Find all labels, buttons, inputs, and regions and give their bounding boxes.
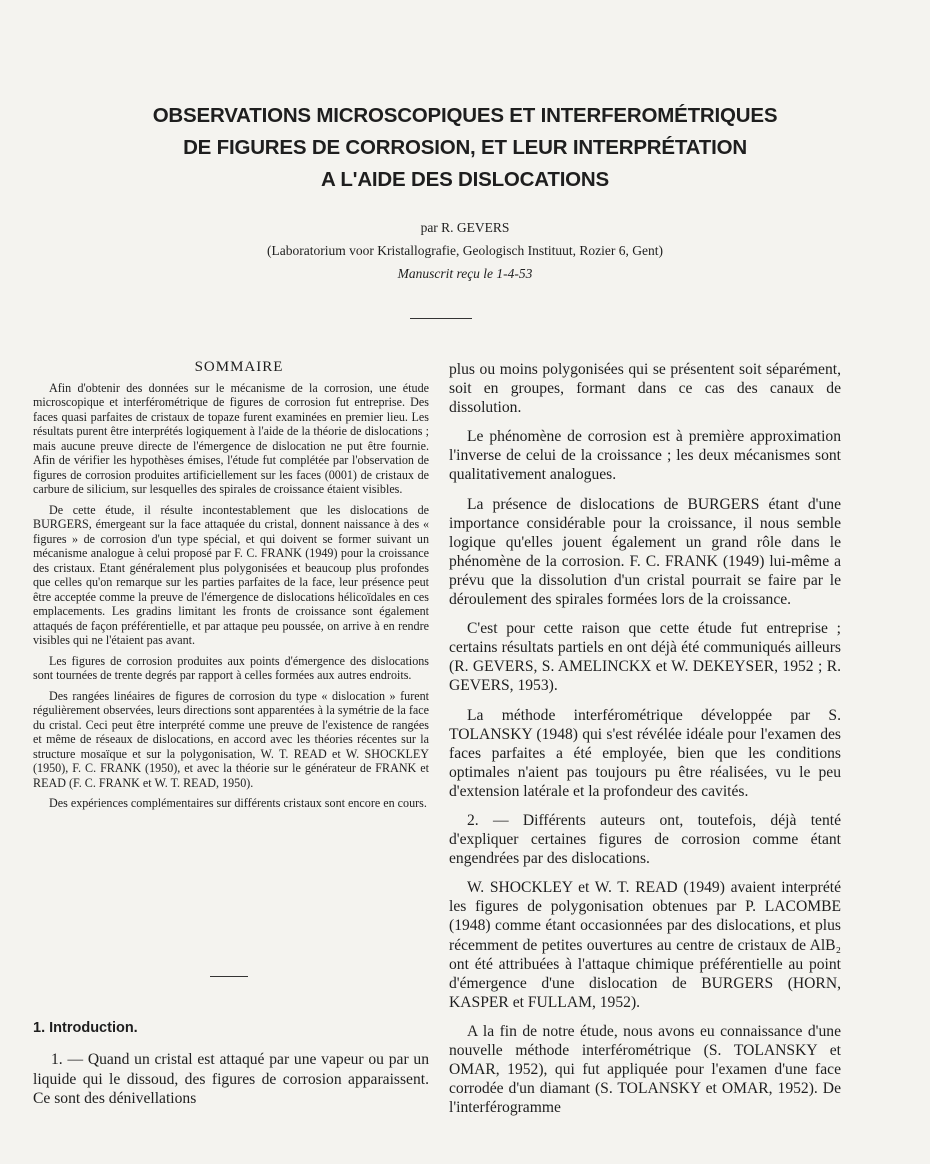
author: par R. GEVERS xyxy=(420,220,510,235)
body-paragraph: 2. — Différents auteurs ont, toutefois, déjà tenté d'expliquer certaines figures de corrosion comme étant engendrées par des dislocations. xyxy=(449,811,841,868)
paper-title xyxy=(0,100,930,196)
right-column xyxy=(449,360,841,1127)
body-paragraph: A la fin de notre étude, nous avons eu connaissance d'une nouvelle méthode interférométrique (S. TOLANSKY et OMAR, 1952), qui fut appliquée pour l'examen d'une face corrodée d'un diamant (S. TOLANSKY et OMAR, 1952). De l'interférogramme xyxy=(449,1022,841,1117)
received-date: Manuscrit reçu le 1-4-53 xyxy=(397,266,533,281)
header-divider xyxy=(410,318,472,319)
affiliation: (Laboratorium voor Kristallografie, Geologisch Instituut, Rozier 6, Gent) xyxy=(267,243,663,258)
sommaire-paragraph: Les figures de corrosion produites aux points d'émergence des dislocations sont tournées de trente degrés par rapport à celles formées aux autres endroits. xyxy=(33,653,429,682)
title-line-2: DE FIGURES DE CORROSION, ET LEUR INTERPRÉTATION xyxy=(183,136,747,159)
byline xyxy=(0,216,930,285)
sommaire-column xyxy=(33,360,429,817)
introduction-heading: 1. Introduction. xyxy=(33,1020,138,1036)
sommaire-paragraph: Afin d'obtenir des données sur le mécanisme de la corrosion, une étude microscopique et interférométrique de figures de corrosion fut entreprise. Des faces quasi parfaites de cristaux de topaze furent examinées en premier lieu. Les résultats purent être interprétés logiquement à l'aide de la théorie de dislocations ; mais aucune preuve directe de l'émergence de dislocation ne put être fournie. Afin de vérifier les hypothèses émises, l'étude fut complétée par l'observation de figures de corrosion produites artificiellement sur les faces (0001) de cristaux de carbure de silicium, sur lesquelles des spirales de croissance étaient visibles. xyxy=(33,380,429,496)
introduction-paragraph: 1. — Quand un cristal est attaqué par une vapeur ou par un liquide qui le dissoud, des figures de corrosion apparaissent. Ce sont des dénivellations xyxy=(33,1051,429,1107)
sommaire-paragraph: De cette étude, il résulte incontestablement que les dislocations de BURGERS, émergeant sur la face attaquée du cristal, donnent naissance à des « figures » de corrosion d'un type spécial, et qui doivent se former suivant un mécanisme analogue à celui proposé par F. C. FRANK (1949) pour la croissance des cristaux. Etant généralement plus polygonisées et beaucoup plus profondes que celles qu'on remarque sur les parties parfaites de la face, leur présence peut être acceptée comme la preuve de l'émergence de dislocations hélicoïdales en ces emplacements. Les gradins limitant les fronts de croissance sont également attaqués de façon préférentielle, et par attaque peu poussée, on arrive à en rendre visibles qui ne l'étaient pas avant. xyxy=(33,502,429,647)
body-paragraph: La méthode interférométrique développée par S. TOLANSKY (1948) qui s'est révélée idéale pour l'examen des faces parfaites a été employée, bien que les conditions optimales n'aient pas toujours pu être réalisées, vu le peu d'extension latérale et la profondeur des cavités. xyxy=(449,706,841,800)
sommaire-paragraph: Des rangées linéaires de figures de corrosion du type « dislocation » furent régulièrement observées, leurs directions sont apparentées à la symétrie de la face du cristal. Ceci peut être interprété comme une preuve de l'existence de rangées et même de réseaux de dislocations, en accord avec les théories récentes sur la structure mosaïque et sur la polygonisation, W. T. READ et W. SHOCKLEY (1950), F. C. FRANK (1950), et avec la théorie sur le générateur de FRANK et READ (F. C. FRANK et W. T. READ, 1950). xyxy=(33,688,429,790)
sommaire-paragraph: Des expériences complémentaires sur différents cristaux sont encore en cours. xyxy=(49,796,427,810)
body-paragraph: C'est pour cette raison que cette étude fut entreprise ; certains résultats partiels en ont déjà été communiqués ailleurs (R. GEVERS, S. AMELINCKX et W. DEKEYSER, 1952 ; R. GEVERS, 1953). xyxy=(449,620,841,695)
sommaire-heading: SOMMAIRE xyxy=(194,359,284,375)
body-paragraph: plus ou moins polygonisées qui se présentent soit séparément, soit en groupes, formant dans ce cas des canaux de dissolution. xyxy=(449,361,841,417)
title-line-3: A L'AIDE DES DISLOCATIONS xyxy=(320,168,610,191)
sommaire-divider xyxy=(210,976,248,977)
body-paragraph: La présence de dislocations de BURGERS étant d'une importance considérable pour la croissance, il nous semble logique qu'elles jouent également un grand rôle dans le phénomène de la corrosion. F. C. FRANK (1949) lui-même a prévu que la dissolution d'un cristal pourrait se faire par le déroulement des spirales formées lors de la croissance. xyxy=(449,495,841,609)
body-paragraph: Le phénomène de corrosion est à première approximation l'inverse de celui de la croissance ; les deux mécanismes sont qualitativement analogues. xyxy=(449,428,841,484)
body-paragraph: W. SHOCKLEY et W. T. READ (1949) avaient interprété les figures de polygonisation obtenues par P. LACOMBE (1948) comme étant occasionnées par des dislocations, et plus récemment de petites ouvertures au centre de cristaux de AlB₂ ont été attribuées à l'attaque chimique préférentielle au point d'émergence d'une dislocation de BURGERS (HORN, KASPER et FULLAM, 1952). xyxy=(449,879,841,1011)
title-line-1: OBSERVATIONS MICROSCOPIQUES ET INTERFEROMÉTRIQUES xyxy=(152,104,778,127)
